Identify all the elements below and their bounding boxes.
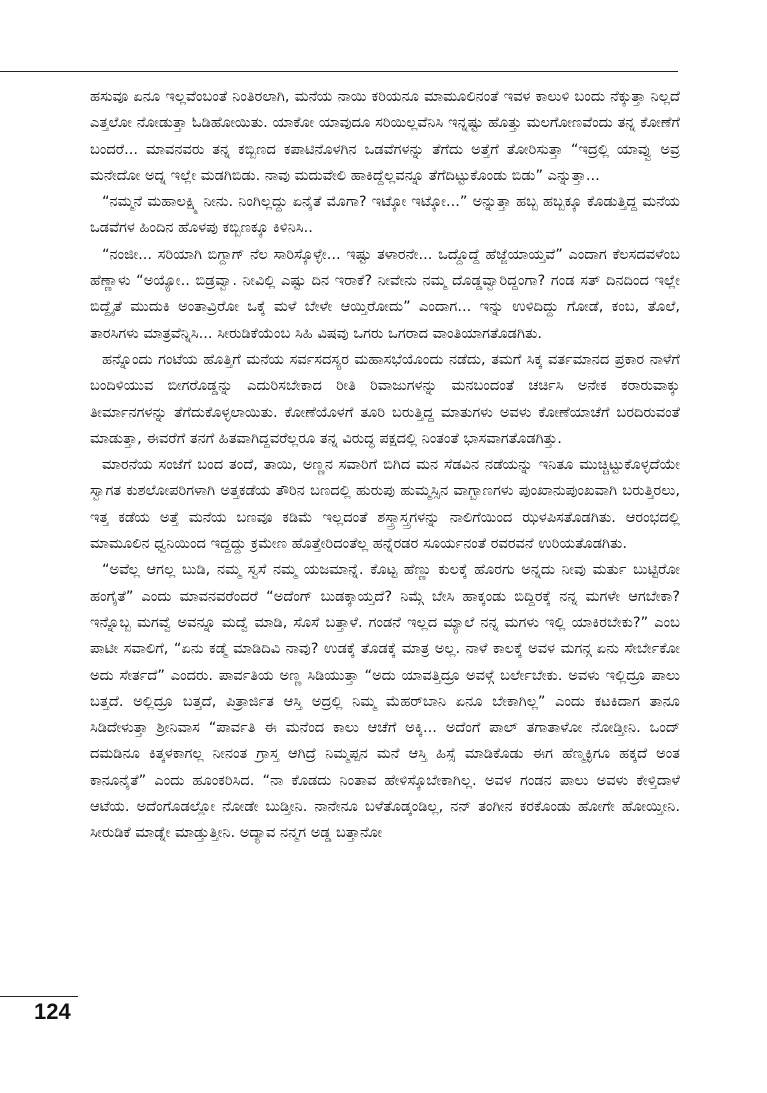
page-number: 124 — [34, 999, 71, 1024]
bottom-rule — [0, 996, 78, 997]
paragraph-1: ಹಸುವೂ ಏನೂ ಇಲ್ಲವೆಂಬಂತೆ ನಿಂತಿರಲಾಗಿ, ಮನೆಯ ನಾಯಿ ಕರಿಯನೂ ಮಾಮೂಲಿನಂತೆ ಇವಳ ಕಾಲುಳಿ ಬಂದು ನೆಕ್ಕುತ್ತಾ ನಿಲ್ಲದೆ ಎತ್ತಲೋ ನೋಡುತ್ತಾ ಓಡಿಹೋಯಿತು. ಯಾಕೋ ಯಾವುದೂ ಸರಿಯಿಲ್ಲವೆನಿಸಿ ಇನ್ನಷ್ಟು ಹೊತ್ತು ಮಲಗೋಣವೆಂದು ತನ್ನ ಕೋಣೆಗೆ ಬಂದರೆ... ಮಾವನವರು ತನ್ನ ಕಬ್ಬಿಣದ ಕಪಾಟಿನೊಳಗಿನ ಒಡವೆಗಳನ್ನು ತೆಗೆದು ಅತ್ತೆಗೆ ತೋರಿಸುತ್ತಾ “ಇದ್ರಲ್ಲಿ ಯಾವ್ವು ಅವ್ರ ಮನೇದೋ ಅದ್ನ ಇಲ್ಲೇ ಮಡಗಿಬಿಡು. ನಾವು ಮದುವೇಲಿ ಹಾಕಿದ್ದೆಲ್ಲವನ್ನೂ ತೆಗೆದಿಟ್ಟುಕೊಂಡು ಬಿಡು” ಎನ್ನುತ್ತಾ... — [90, 88, 680, 184]
top-rule — [0, 71, 678, 72]
paragraph-4: ಹನ್ನೊಂದು ಗಂಟೆಯ ಹೊತ್ತಿಗೆ ಮನೆಯ ಸರ್ವಸದಸ್ಯರ ಮಹಾಸಭೆಯೊಂದು ನಡೆದು, ತಮಗೆ ಸಿಕ್ಕ ವರ್ತಮಾನದ ಪ್ರಕಾರ ನಾಳೆಗೆ ಬಂದಿಳಿಯುವ ಬೀಗರೊಡ್ಡನ್ನು ಎದುರಿಸಬೇಕಾದ ರೀತಿ ರಿವಾಜುಗಳನ್ನು ಮನಬಂದಂತೆ ಚರ್ಚಿಸಿ ಅನೇಕ ಕರಾರುವಾಕ್ಕು ತೀರ್ಮಾನಗಳನ್ನು ತೆಗೆದುಕೊಳ್ಳಲಾಯಿತು. ಕೋಣೆಯೊಳಗೆ ತೂರಿ ಬರುತ್ತಿದ್ದ ಮಾತುಗಳು ಅವಳು ಕೋಣೆಯಾಚೆಗೆ ಬರದಿರುವಂತೆ ಮಾಡುತ್ತಾ, ಈವರೆಗೆ ತನಗೆ ಹಿತವಾಗಿದ್ದವರೆಲ್ಲರೂ ತನ್ನ ವಿರುದ್ಧ ಪಕ್ಷದಲ್ಲಿ ನಿಂತಂತೆ ಭಾಸವಾಗತೊಡಗಿತ್ತು. — [90, 350, 680, 447]
page-body — [90, 84, 680, 847]
paragraph-3: “ನಂಜೀ... ಸರಿಯಾಗಿ ಬಿಗ್ದಾಗ್ ನೆಲ ಸಾರಿಸ್ಕೊಳ್ಳೇ... ಇಷ್ಟು ತಳಾರನೇ... ಒದ್ದೊದ್ದೆ ಹೆಜ್ಜೆಯಾಯ್ತವೆ” ಎಂದಾಗ ಕೆಲಸದವಳೆಂಬ ಹೆಣ್ಣಾಳು “ಅಯ್ಯೋ.. ಬಿಡ್ರವ್ವಾ. ನೀವಿಲ್ಲಿ ಎಷ್ಟು ದಿನ ಇರಾಕೆ? ನೀವೇನು ನಮ್ಮ ದೊಡ್ಡವ್ವಾರಿದ್ದಂಗಾ? ಗಂಡ ಸತ್ ದಿನದಿಂದ ಇಲ್ಲೇ ಬಿದ್ದೈತೆ ಮುದುಕಿ ಅಂತಾವ್ರಿರೋ ಒಕ್ಕೆ ಮಳೆ ಬೇಳೇ ಆಯ್ತಿರೋದು” ಎಂದಾಗ... ಇನ್ನು ಉಳಿದಿದ್ದು ಗೋಡೆ, ಕಂಬ, ತೊಲೆ, ತಾರಸಿಗಳು ಮಾತ್ರವೆನ್ನಿಸಿ... ಸೀರುಡಿಕೆಯೆಂಬ ಸಿಹಿ ವಿಷವು ಒಗರು ಒಗರಾದ ವಾಂತಿಯಾಗತೊಡಗಿತು. — [90, 245, 680, 342]
paragraph-6: “ಅವೆಲ್ಲ ಆಗಲ್ಲ ಬುಡಿ, ನಮ್ಮ ಸ್ವಸೆ ನಮ್ಮ ಯಜಮಾನ್ನೆ. ಕೊಟ್ಟ ಹೆಣ್ಣು ಕುಲಕ್ಕೆ ಹೊರಗು ಅನ್ನದು ನೀವು ಮರ್ತು ಬುಟ್ಟಿರೋ ಹಂಗೈತೆ” ಎಂದು ಮಾವನವರೆಂದರೆ “ಅದೆಂಗ್ ಬುಡಕ್ಕಾಯ್ತದೆ? ನಿಮ್ಗೆ ಬೇಸಿ ಹಾಕ್ಕಂಡು ಬಿದ್ದಿರಕ್ಕೆ ನನ್ನ ಮಗಳೇ ಆಗಬೇಕಾ? ಇನ್ನೊಬ್ಬ ಮಗವ್ವೆ ಅವನ್ನೂ ಮದ್ವೆ ಮಾಡಿ, ಸೊಸೆ ಬತ್ತಾಳೆ. ಗಂಡನೆ ಇಲ್ಲದ ಮ್ಯಾಲೆ ನನ್ನ ಮಗಳು ಇಲ್ಲಿ ಯಾಕಿರಬೇಕು?” ಎಂಬ ಪಾಟೀ ಸವಾಲಿಗೆ, “ಏನು ಕಡ್ಮೆ ಮಾಡಿದಿವಿ ನಾವು? ಉಡಕ್ಕೆ ತೊಡಕ್ಕೆ ಮಾತ್ರ ಅಲ್ಲ. ನಾಳೆ ಕಾಲಕ್ಕೆ ಅವಳ ಮಗನ್ಗ ಏನು ಸೇರ್ಬೇಕೋ ಅದು ಸೇರ್ತದೆ” ಎಂದರು. ಪಾರ್ವತಿಯ ಅಣ್ಣ ಸಿಡಿಯುತ್ತಾ “ಅದು ಯಾವತ್ತಿದ್ರೂ ಅವಳ್ಗೆ ಬರ್ಲೇಬೇಕು. ಅವಳು ಇಲ್ಲಿದ್ರೂ ಪಾಲು ಬತ್ತದೆ. ಅಲ್ಲಿದ್ರೂ ಬತ್ತದೆ, ಪಿತ್ರಾರ್ಜಿತ ಆಸ್ತಿ ಅದ್ರಲ್ಲಿ ನಿಮ್ಮ ಮೆಹರ್‌ಬಾನಿ ಏನೂ ಬೇಕಾಗಿಲ್ಲ” ಎಂದು ಕಟಕಿದಾಗ ತಾನೂ ಸಿಡಿದೇಳುತ್ತಾ ಶ್ರೀನಿವಾಸ “ಪಾರ್ವತಿ ಈ ಮನೆಂದ ಕಾಲು ಆಚೆಗೆ ಅಕ್ಕಿ... ಅದೆಂಗೆ ಪಾಲ್ ತಗಾತಾಳೋ ನೋಡ್ತೀನಿ. ಒಂದ್ ದಮಡಿನೂ ಕಿತ್ಕಳಕಾಗಲ್ಲ ನೀನಂತ ಗ್ರಾಸ್ತ ಆಗಿದ್ರೆ ನಿಮ್ಮಪ್ಪನ ಮನೆ ಆಸ್ತಿ ಹಿಸ್ಸೆ ಮಾಡಿಕೊಡು ಈಗ ಹೆಣ್ಮಕ್ಳಿಗೂ ಹಕ್ಕದೆ ಅಂತ ಕಾನೂನೈತೆ” ಎಂದು ಹೂಂಕರಿಸಿದ. “ನಾ ಕೊಡದು ನಿಂತಾವ ಹೇಳಿಸ್ಕೊಬೇಕಾಗಿಲ್ಲ. ಅವಳ ಗಂಡನ ಪಾಲು ಅವಳು ಕೇಳ್ತಿದಾಳೆ ಆಟೆಯ. ಅದೆಂಗೊಡಲ್ಲೋ ನೋಡೇ ಬುಡ್ತೀನಿ. ನಾನೇನೂ ಬಳೆತೊಡ್ಕಂಡಿಲ್ಲ, ನನ್ ತಂಗೀನ ಕರಕೊಂಡು ಹೋಗೇ ಹೋಯ್ತೀನಿ. ಸೀರುಡಿಕೆ ಮಾಡ್ನೇ ಮಾಡ್ತುತ್ತೀನಿ. ಅದ್ಯಾವ ನನ್ಮಗ ಅಡ್ಡ ಬತ್ತಾನೋ — [90, 561, 680, 842]
paragraph-5: ಮಾರನೆಯ ಸಂಜೆಗೆ ಬಂದ ತಂದೆ, ತಾಯಿ, ಅಣ್ಣನ ಸವಾರಿಗೆ ಬಿಗಿದ ಮನ ಸೆಡವಿನ ನಡೆಯನ್ನು ಇನಿತೂ ಮುಚ್ಚಿಟ್ಟುಕೊಳ್ಳದೆಯೇ ಸ್ವಾಗತ ಕುಶಲೋಪರಿಗಳಾಗಿ ಅತ್ತಕಡೆಯ ತೌರಿನ ಬಣದಲ್ಲಿ ಹುರುಪು ಹುಮ್ಮಸ್ಸಿನ ವಾಗ್ಬಾಣಗಳು ಪುಂಖಾನುಪುಂಖವಾಗಿ ಬರುತ್ತಿರಲು, ಇತ್ತ ಕಡೆಯ ಅತ್ತೆ ಮನೆಯ ಬಣವೂ ಕಡಿಮೆ ಇಲ್ಲದಂತೆ ಶಸ್ತ್ರಾಸ್ತ್ರಗಳನ್ನು ನಾಲಿಗೆಯಿಂದ ಝಳಪಿಸತೊಡಗಿತು. ಆರಂಭದಲ್ಲಿ ಮಾಮೂಲಿನ ಧ್ವನಿಯಿಂದ ಇದ್ದದ್ದು ಕ್ರಮೇಣ ಹೊತ್ತೇರಿದಂತೆಲ್ಲ ಹನ್ನೆರಡರ ಸೂರ್ಯನಂತೆ ರವರವನೆ ಉರಿಯತೊಡಗಿತು. — [90, 456, 680, 553]
paragraph-2: “ನಮ್ಮನೆ ಮಹಾಲಕ್ಷ್ಮಿ ನೀನು. ನಿಂಗಿಲ್ಲದ್ದು ಏನೈತೆ ಮೊಗಾ? ಇಟ್ಕೋ ಇಟ್ಕೋ...” ಅನ್ನುತ್ತಾ ಹಬ್ಬ ಹಬ್ಬಕ್ಕೂ ಕೊಡುತ್ತಿದ್ದ ಮನೆಯ ಒಡವೆಗಳ ಹಿಂದಿನ ಹೊಳಪು ಕಬ್ಬಿಣಕ್ಕೂ ಕಿಳಿನಿಸಿ.. — [90, 193, 680, 237]
